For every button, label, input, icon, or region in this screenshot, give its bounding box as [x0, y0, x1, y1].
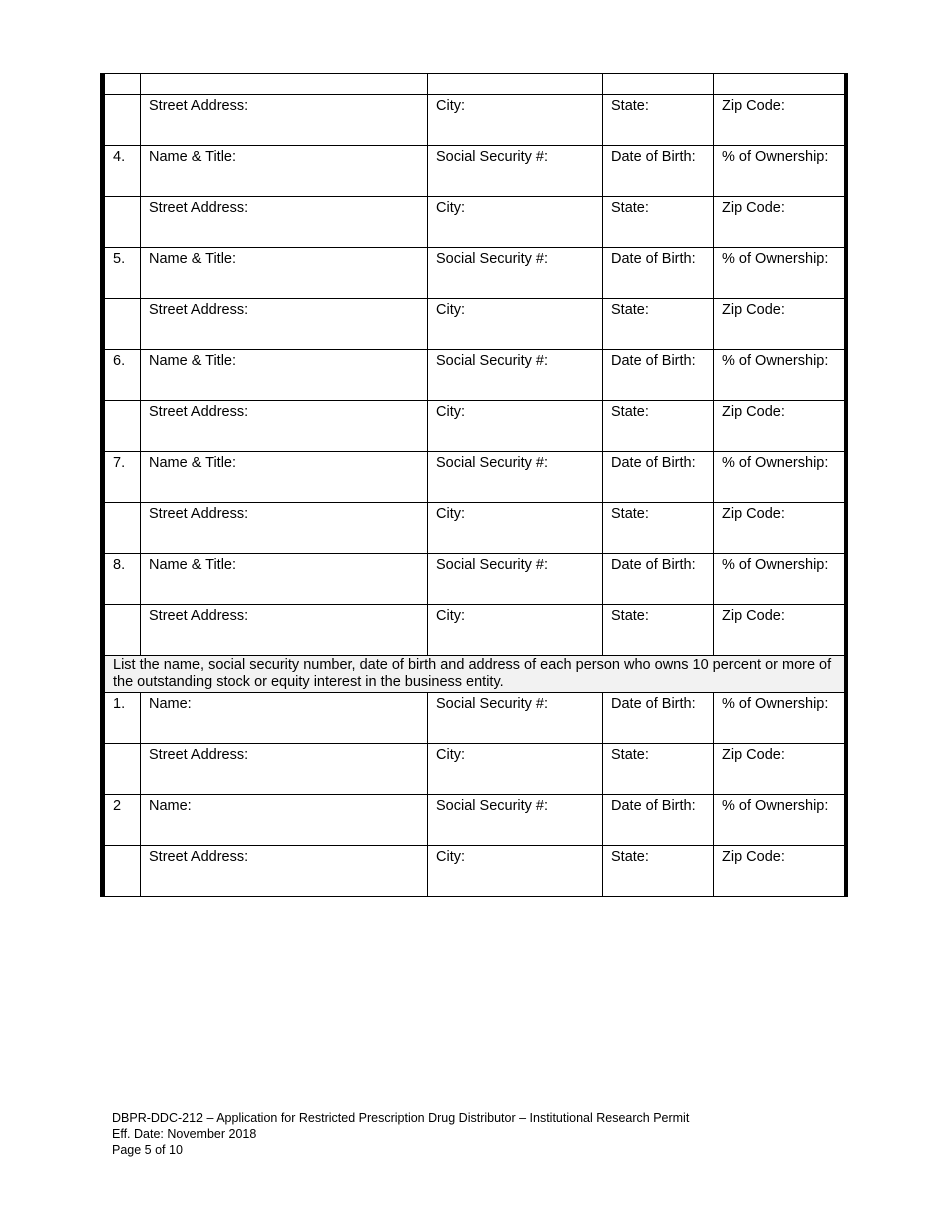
- dob-field[interactable]: [603, 248, 714, 299]
- state-field[interactable]: [603, 605, 714, 656]
- street-address-label: Street Address:: [149, 747, 249, 763]
- officer-8-row: [105, 554, 845, 605]
- zip-code-field[interactable]: [714, 197, 845, 248]
- city-field[interactable]: [428, 846, 603, 897]
- street-address-field[interactable]: [141, 605, 428, 656]
- city-field[interactable]: [428, 95, 603, 146]
- street-address-label: Street Address:: [149, 608, 249, 624]
- state-field[interactable]: [603, 846, 714, 897]
- continued-address-row: [105, 95, 845, 146]
- zip-code-label: Zip Code:: [722, 506, 785, 522]
- page-number: Page 5 of 10: [112, 1143, 183, 1157]
- street-address-field[interactable]: [141, 744, 428, 795]
- dob-field[interactable]: [603, 452, 714, 503]
- name-title-label: Name & Title:: [149, 353, 237, 369]
- ownership-field[interactable]: [714, 795, 845, 846]
- number-cell: [105, 503, 141, 554]
- form-id: DBPR-DDC-212 – Application for Restricted Prescription Drug Distributor – Institutional Research Permit: [112, 1111, 690, 1125]
- dob-label: Date of Birth:: [611, 798, 696, 814]
- street-address-field[interactable]: [141, 95, 428, 146]
- zip-code-field[interactable]: [714, 503, 845, 554]
- effective-date: Eff. Date: November 2018: [112, 1127, 257, 1141]
- dob-field[interactable]: [603, 795, 714, 846]
- name-title-field[interactable]: [141, 248, 428, 299]
- name-title-field[interactable]: [141, 554, 428, 605]
- state-label: State:: [611, 200, 649, 216]
- owner-2-row: [105, 795, 845, 846]
- page-footer: [112, 1110, 689, 1158]
- officer-6-address-row: [105, 401, 845, 452]
- row-number: 7.: [105, 452, 141, 503]
- number-cell: [105, 74, 141, 95]
- ssn-field[interactable]: [428, 452, 603, 503]
- ssn-label: Social Security #:: [436, 149, 549, 165]
- number-cell: [105, 846, 141, 897]
- row-number: 2: [105, 795, 141, 846]
- ssn-field[interactable]: [428, 554, 603, 605]
- city-field[interactable]: [428, 605, 603, 656]
- row-number: 8.: [105, 554, 141, 605]
- name-title-field[interactable]: [141, 350, 428, 401]
- officer-4-row: [105, 146, 845, 197]
- street-address-label: Street Address:: [149, 506, 249, 522]
- street-address-label: Street Address:: [149, 404, 249, 420]
- zip-code-field[interactable]: [714, 605, 845, 656]
- city-label: City:: [436, 98, 465, 114]
- officer-4-address-row: [105, 197, 845, 248]
- row-number: 1.: [105, 693, 141, 744]
- street-address-field[interactable]: [141, 846, 428, 897]
- city-field[interactable]: [428, 503, 603, 554]
- state-field[interactable]: [603, 95, 714, 146]
- ssn-field[interactable]: [428, 248, 603, 299]
- number-cell: [105, 299, 141, 350]
- state-field[interactable]: [603, 197, 714, 248]
- officer-5-row: [105, 248, 845, 299]
- zip-code-label: Zip Code:: [722, 849, 785, 865]
- city-label: City:: [436, 506, 465, 522]
- officer-8-address-row: [105, 605, 845, 656]
- ownership-label: % of Ownership:: [722, 455, 829, 471]
- ownership-label: % of Ownership:: [722, 696, 829, 712]
- zip-code-label: Zip Code:: [722, 747, 785, 763]
- city-label: City:: [436, 849, 465, 865]
- name-field[interactable]: [141, 74, 428, 95]
- city-label: City:: [436, 302, 465, 318]
- ssn-field[interactable]: [428, 795, 603, 846]
- ownership-field[interactable]: [714, 350, 845, 401]
- state-label: State:: [611, 608, 649, 624]
- city-label: City:: [436, 404, 465, 420]
- ssn-field[interactable]: [428, 74, 603, 95]
- ownership-label: % of Ownership:: [722, 149, 829, 165]
- officer-6-row: [105, 350, 845, 401]
- name-title-field[interactable]: [141, 452, 428, 503]
- state-label: State:: [611, 849, 649, 865]
- ssn-label: Social Security #:: [436, 353, 549, 369]
- number-cell: [105, 197, 141, 248]
- dob-field[interactable]: [603, 693, 714, 744]
- city-field[interactable]: [428, 197, 603, 248]
- zip-code-label: Zip Code:: [722, 302, 785, 318]
- ssn-label: Social Security #:: [436, 251, 549, 267]
- officer-7-row: [105, 452, 845, 503]
- continued-row-top: [105, 74, 845, 95]
- street-address-field[interactable]: [141, 299, 428, 350]
- name-label: Name:: [149, 798, 192, 814]
- ownership-label: % of Ownership:: [722, 353, 829, 369]
- street-address-label: Street Address:: [149, 302, 249, 318]
- state-field[interactable]: [603, 401, 714, 452]
- zip-code-field[interactable]: [714, 846, 845, 897]
- row-number: 4.: [105, 146, 141, 197]
- name-title-label: Name & Title:: [149, 251, 237, 267]
- dob-label: Date of Birth:: [611, 353, 696, 369]
- dob-label: Date of Birth:: [611, 557, 696, 573]
- dob-label: Date of Birth:: [611, 251, 696, 267]
- ownership-label: % of Ownership:: [722, 557, 829, 573]
- street-address-label: Street Address:: [149, 200, 249, 216]
- name-title-label: Name & Title:: [149, 149, 237, 165]
- zip-code-label: Zip Code:: [722, 98, 785, 114]
- ownership-field[interactable]: [714, 74, 845, 95]
- ssn-label: Social Security #:: [436, 798, 549, 814]
- dob-field[interactable]: [603, 146, 714, 197]
- street-address-field[interactable]: [141, 401, 428, 452]
- zip-code-label: Zip Code:: [722, 404, 785, 420]
- dob-label: Date of Birth:: [611, 149, 696, 165]
- owners-instruction-row: [105, 656, 845, 693]
- state-label: State:: [611, 302, 649, 318]
- state-label: State:: [611, 506, 649, 522]
- number-cell: [105, 605, 141, 656]
- number-cell: [105, 95, 141, 146]
- dob-label: Date of Birth:: [611, 696, 696, 712]
- dob-label: Date of Birth:: [611, 455, 696, 471]
- officer-5-address-row: [105, 299, 845, 350]
- state-field[interactable]: [603, 744, 714, 795]
- zip-code-label: Zip Code:: [722, 200, 785, 216]
- ssn-label: Social Security #:: [436, 557, 549, 573]
- form-table: [104, 73, 845, 897]
- owner-1-row: [105, 693, 845, 744]
- city-field[interactable]: [428, 299, 603, 350]
- city-label: City:: [436, 608, 465, 624]
- number-cell: [105, 401, 141, 452]
- ownership-field[interactable]: [714, 248, 845, 299]
- zip-code-field[interactable]: [714, 299, 845, 350]
- street-address-label: Street Address:: [149, 849, 249, 865]
- number-cell: [105, 744, 141, 795]
- zip-code-field[interactable]: [714, 401, 845, 452]
- city-label: City:: [436, 747, 465, 763]
- name-field[interactable]: [141, 795, 428, 846]
- ownership-field[interactable]: [714, 146, 845, 197]
- state-field[interactable]: [603, 503, 714, 554]
- ownership-field[interactable]: [714, 693, 845, 744]
- ssn-field[interactable]: [428, 350, 603, 401]
- name-label: Name:: [149, 696, 192, 712]
- ssn-field[interactable]: [428, 146, 603, 197]
- row-number: 5.: [105, 248, 141, 299]
- ownership-label: % of Ownership:: [722, 251, 829, 267]
- ownership-form-table: [100, 73, 848, 897]
- ssn-label: Social Security #:: [436, 696, 549, 712]
- owner-2-address-row: [105, 846, 845, 897]
- name-field[interactable]: [141, 693, 428, 744]
- row-number: 6.: [105, 350, 141, 401]
- city-label: City:: [436, 200, 465, 216]
- ownership-label: % of Ownership:: [722, 798, 829, 814]
- ownership-field[interactable]: [714, 554, 845, 605]
- state-label: State:: [611, 747, 649, 763]
- officer-7-address-row: [105, 503, 845, 554]
- ssn-label: Social Security #:: [436, 455, 549, 471]
- dob-field[interactable]: [603, 74, 714, 95]
- street-address-label: Street Address:: [149, 98, 249, 114]
- name-title-label: Name & Title:: [149, 557, 237, 573]
- name-title-field[interactable]: [141, 146, 428, 197]
- city-field[interactable]: [428, 744, 603, 795]
- street-address-field[interactable]: [141, 197, 428, 248]
- ssn-field[interactable]: [428, 693, 603, 744]
- state-field[interactable]: [603, 299, 714, 350]
- state-label: State:: [611, 404, 649, 420]
- dob-field[interactable]: [603, 350, 714, 401]
- zip-code-field[interactable]: [714, 744, 845, 795]
- street-address-field[interactable]: [141, 503, 428, 554]
- owner-1-address-row: [105, 744, 845, 795]
- dob-field[interactable]: [603, 554, 714, 605]
- owners-instruction: List the name, social security number, date of birth and address of each person who owns 10 percent or more of the outstanding stock or equity interest in the business entity.: [105, 656, 845, 693]
- state-label: State:: [611, 98, 649, 114]
- city-field[interactable]: [428, 401, 603, 452]
- zip-code-label: Zip Code:: [722, 608, 785, 624]
- zip-code-field[interactable]: [714, 95, 845, 146]
- ownership-field[interactable]: [714, 452, 845, 503]
- name-title-label: Name & Title:: [149, 455, 237, 471]
